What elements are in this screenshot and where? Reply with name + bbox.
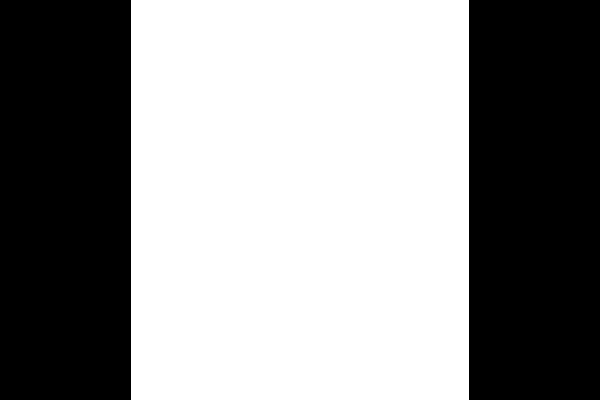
document-page	[131, 0, 469, 400]
